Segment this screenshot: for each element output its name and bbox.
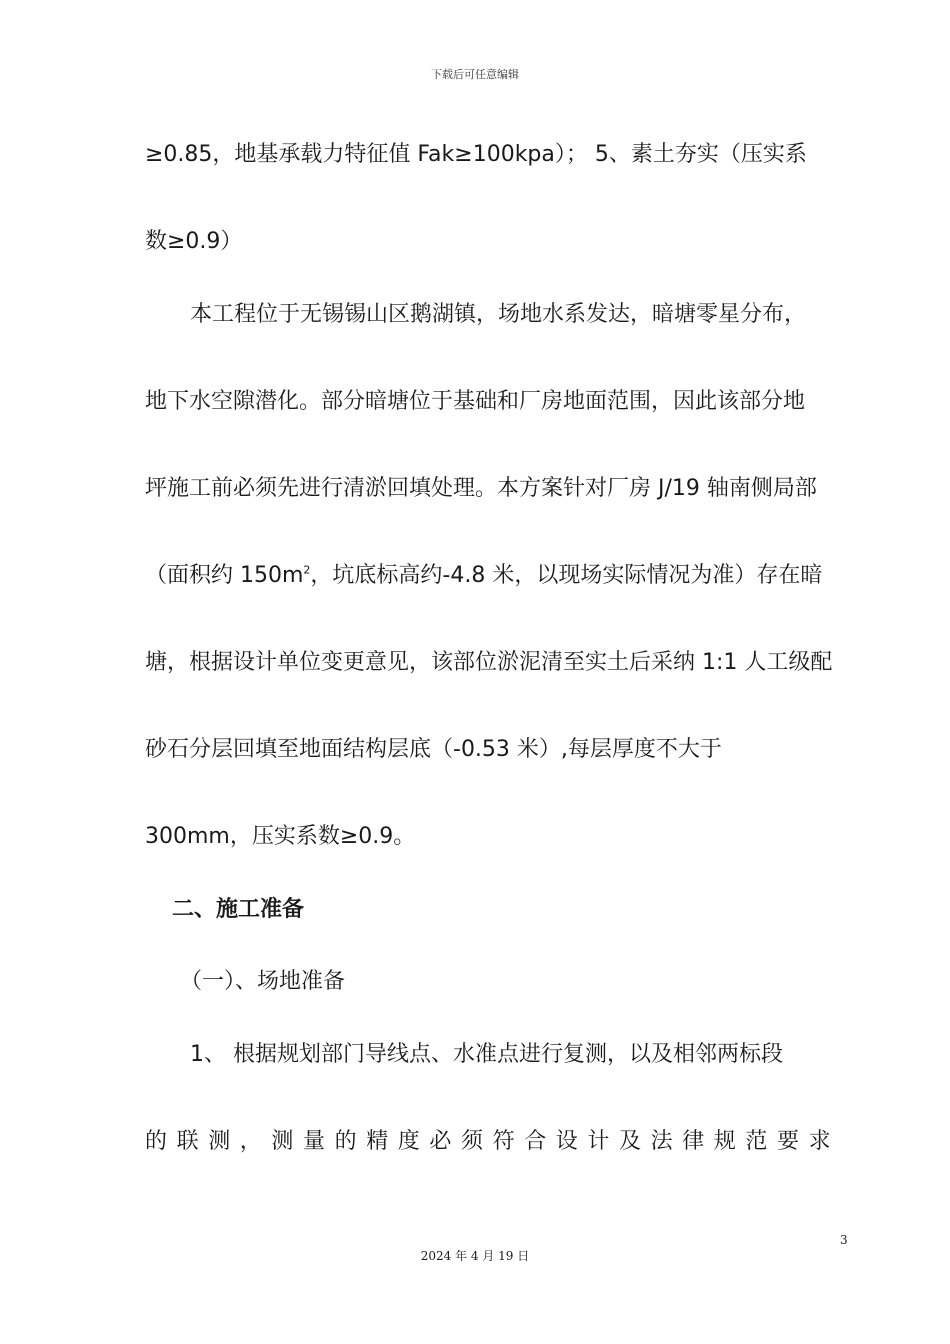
page-header: 下载后可任意编辑: [431, 68, 519, 81]
paragraph-line: ≥0.85，地基承载力特征值 Fak≥100kpa）； 5、素土夯实（压实系: [145, 142, 807, 167]
paragraph-line: 本工程位于无锡锡山区鹅湖镇，场地水系发达，暗塘零星分布，: [190, 302, 807, 327]
paragraph-line: 的联测，测量的精度必须符合设计及法律规范要求: [145, 1129, 841, 1154]
paragraph-line: 1、 根据规划部门导线点、水准点进行复测，以及相邻两标段: [190, 1042, 783, 1067]
paragraph-line: 砂石分层回填至地面结构层底（-0.53 米）,每层厚度不大于: [145, 737, 722, 762]
paragraph-line: 300mm，压实系数≥0.9。: [145, 824, 416, 849]
text-segment: ，坑底标高约-4.8 米，以现场实际情况为准）存在暗: [310, 563, 823, 588]
paragraph-line: 数≥0.9）: [145, 229, 243, 254]
paragraph-line: 地下水空隙潜化。部分暗塘位于基础和厂房地面范围，因此该部分地: [145, 389, 806, 414]
text-segment: （面积约 150m: [145, 563, 304, 588]
page-footer-date: 2024 年 4 月 19 日: [420, 1249, 530, 1263]
paragraph-line: 塘，根据设计单位变更意见，该部位淤泥清至实土后采纳 1:1 人工级配: [145, 650, 833, 675]
paragraph-line: [145, 561, 822, 591]
section-heading: 二、施工准备: [172, 897, 305, 922]
paragraph-line: 坪施工前必须先进行清淤回填处理。本方案针对厂房 J/19 轴南侧局部: [145, 476, 817, 501]
page-number: 3: [840, 1233, 848, 1247]
superscript: 2: [303, 563, 311, 577]
subsection-heading: （一）、场地准备: [180, 969, 346, 994]
